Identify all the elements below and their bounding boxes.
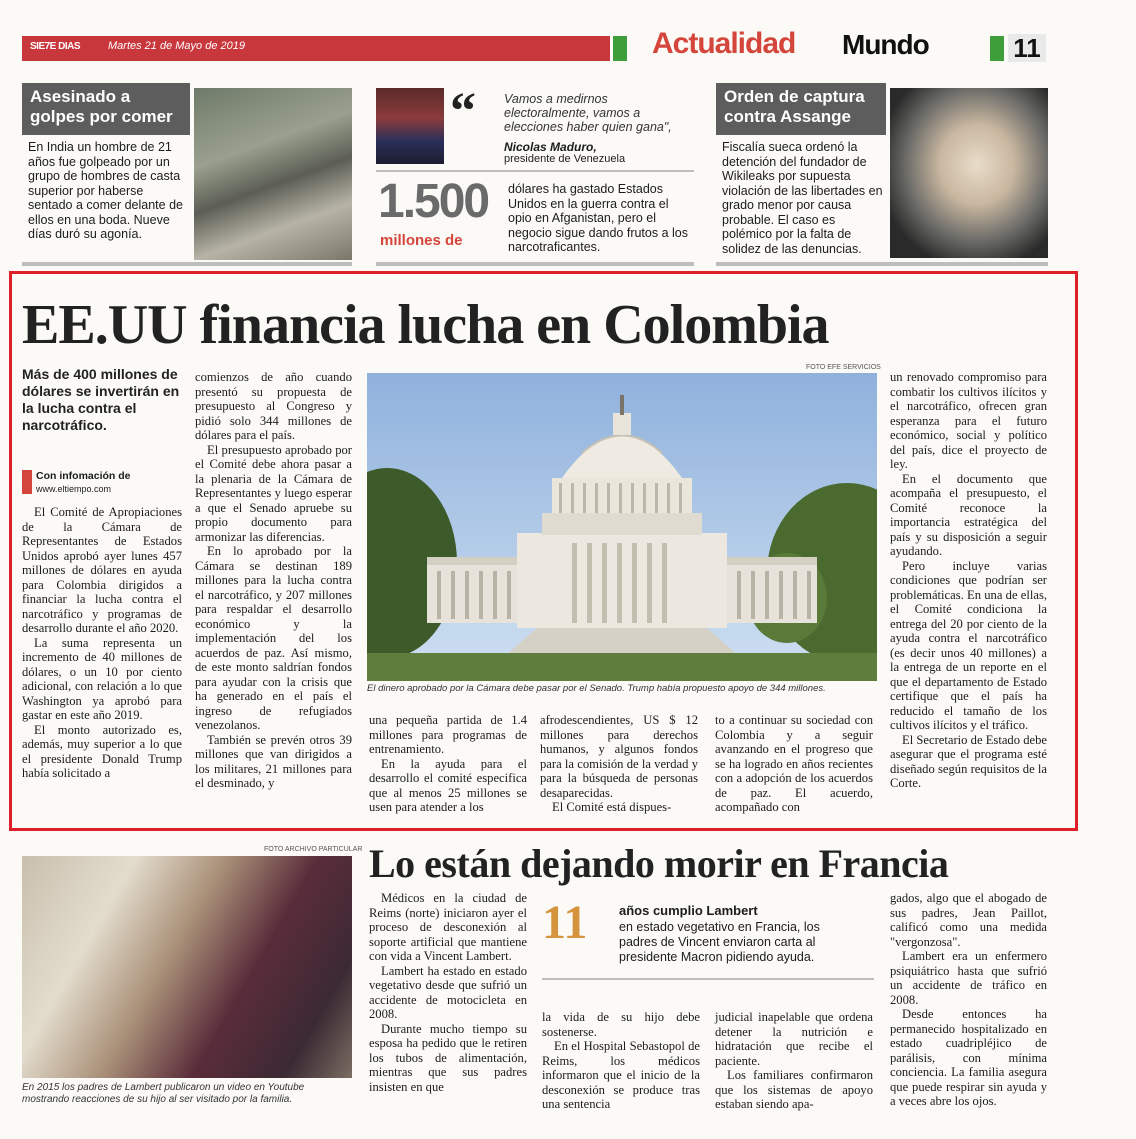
paragraph: gados, algo que el abogado de sus padres, Jean Paillot, calificó como una medida "vergonzosa". xyxy=(890,891,1047,949)
paragraph: En el documento que acompaña el presupuesto, el Comité reconoce la importancia estratégica del país y su disposición a seguir ayudando. xyxy=(890,471,1047,558)
paragraph: El presupuesto aprobado por el Comité debe ahora pasar a la plenaria de la Cámara de Representantes y luego esperar a que el Senado apruebe su propio documento para armonizar las diferencias. xyxy=(195,442,352,544)
issue-date: Martes 21 de Mayo de 2019 xyxy=(108,40,245,52)
stat-unit: millones de xyxy=(380,232,463,249)
main-column-3 xyxy=(369,713,527,815)
main-column-6 xyxy=(890,370,1047,791)
bottom-column-2 xyxy=(542,1010,700,1112)
paragraph: to a continuar su sociedad con Colombia y a seguir avanzando en el progreso que se ha logrado en años recientes con a adopción de los acuerdos de paz. El acuerdo, acompañado con xyxy=(715,713,873,814)
paragraph: comienzos de año cuando presentó su propuesta de presupuesto al Congreso y pidió solo 344 millones de dólares para el país. xyxy=(195,370,352,442)
paragraph: El Comité de Apropiaciones de la Cámara de Representantes de Estados Unidos aprobó ayer lunes 457 millones de dólares en ayuda para Colombia dirigidos a financiar la lucha contra el narcotráfico y programas de desarrollo durante el año 2020. xyxy=(22,505,182,635)
paragraph: El Comité está dispues- xyxy=(552,800,672,814)
paragraph: En lo aprobado por la Cámara se destinan 189 millones para la lucha contra el narcotráfico, y 207 millones para respaldar el desarrollo económico y la implementación del los acuerdos de paz. Así mismo, de este monto saldrían fondos para ayudar con la crisis que ha generado en el país el ingreso de refugiados venezolanos. xyxy=(195,544,352,732)
source-marker xyxy=(22,470,32,494)
brief-body-india: En India un hombre de 21 años fue golpeado por un grupo de hombres de casta superior por haberse sentado a comer delante de ellos en una boda. Nueve días duró su agonía. xyxy=(28,140,183,241)
bottom-headline: Lo están dejando morir en Francia xyxy=(369,841,949,886)
stat-text: dólares ha gastado Estados Unidos en la guerra contra el opio en Afganistan, pero el negocio sigue dando frutos a los narcotraficantes. xyxy=(508,182,688,254)
source-label: Con infomación de xyxy=(36,470,131,482)
divider xyxy=(376,262,694,266)
paragraph: afrodescendientes, US $ 12 millones para derechos humanos, y algunos fondos para la comisión de la verdad y para la búsqueda de personas desaparecidas. xyxy=(540,713,698,800)
main-deck: Más de 400 millones de dólares se invertirán en la lucha contra el narcotráfico. xyxy=(22,366,180,433)
stat-heading: años cumplio Lambert xyxy=(619,903,758,918)
stat-number: 11 xyxy=(542,896,588,949)
stat-number: 1.500 xyxy=(378,175,489,228)
paragraph: una pequeña partida de 1.4 millones para programas de entrenamiento. xyxy=(369,713,527,756)
section-marker xyxy=(613,36,627,61)
section-title: Actualidad xyxy=(652,27,796,60)
photo-credit: FOTO ARCHIVO PARTICULAR xyxy=(264,846,363,853)
photo-caption: En 2015 los padres de Lambert publicaron un video en Youtube mostrando reacciones de su hijo al ser visitado por la familia. xyxy=(22,1082,305,1105)
paragraph: La suma representa un incremento de 40 millones de dólares, o un 10 por ciento adicional, con relación a lo que Washington ya aprobó para gastar en este año 2019. xyxy=(22,635,182,722)
paragraph: Lambert era un enfermero psiquiátrico hasta que sufrió un accidente de tráfico en 2008. xyxy=(890,949,1047,1007)
bottom-column-3 xyxy=(715,1010,873,1112)
paragraph: En la ayuda para el desarrollo el comité especifica que al menos 25 millones se usen para atender a los xyxy=(369,756,527,814)
page-marker xyxy=(990,36,1004,61)
divider xyxy=(542,978,874,980)
photo-caption: El dinero aprobado por la Cámara debe pasar por el Senado. Trump había propuesto apoyo de 344 millones. xyxy=(367,683,826,694)
source-url: www.eltiempo.com xyxy=(36,484,112,494)
paragraph: También se prevén otros 39 millones que van dirigidos a los militares, 21 millones para el desminado, y xyxy=(195,732,352,790)
main-column-2 xyxy=(195,370,352,791)
quote-text: Vamos a medirnos electoralmente, vamos a elecciones haber quien gana", xyxy=(504,92,672,134)
assange-photo xyxy=(890,88,1048,258)
paragraph: Pero incluye varias condiciones que podrían ser problemáticas. En una de ellas, el Comité condiciona la entrega del 20 por ciento de la ayuda contra el narcotráfico (es decir unos 40 millones) a la entrega de un reporte en el que el departamento de Estado certifique que el país ha reducido el tamaño de los cultivos ilícitos y el tráfico. xyxy=(890,558,1047,732)
divider xyxy=(376,170,694,172)
paragraph: la vida de su hijo debe sostenerse. xyxy=(542,1010,700,1039)
street-photo xyxy=(194,88,352,260)
paragraph: judicial inapelable que ordena detener la nutrición e hidratación que recibe el paciente. xyxy=(715,1010,873,1068)
paragraph: Lambert ha estado en estado vegetativo desde que sufrió un accidente de motocicleta en 2008. xyxy=(369,963,527,1021)
newspaper-brand: SIE7E DIAS xyxy=(30,41,81,52)
subsection-title: Mundo xyxy=(842,29,929,60)
paragraph: El Secretario de Estado debe asegurar que el programa esté diseñado según requisitos de la Corte. xyxy=(890,732,1047,790)
lambert-photo xyxy=(22,856,352,1078)
brief-headline-assange: Orden de captura contra Assange xyxy=(716,83,886,135)
quote-role: presidente de Venezuela xyxy=(504,153,626,165)
paragraph: Desde entonces ha permanecido hospitalizado en estado cuadripléjico de parálisis, con mínima conciencia. La familia asegura que puede respirar sin ayuda y a veces abre los ojos. xyxy=(890,1007,1047,1108)
stat-text: en estado vegetativo en Francia, los padres de Vincent enviaron carta al presidente Macron pidiendo ayuda. xyxy=(619,920,820,964)
bottom-column-1 xyxy=(369,891,527,1094)
maduro-photo xyxy=(376,88,444,164)
photo-credit: FOTO EFE SERVICIOS xyxy=(806,364,881,371)
paragraph: Médicos en la ciudad de Reims (norte) iniciaron ayer el proceso de desconexión al soporte artificial que mantiene con vida a Vincent Lambert. xyxy=(369,891,527,963)
paragraph: Los familiares confirmaron que los sistemas de apoyo estaban siendo apa- xyxy=(715,1068,873,1111)
page-number: 11 xyxy=(1008,34,1046,62)
brief-body-assange: Fiscalía sueca ordenó la detención del fundador de Wikileaks por supuesta violación de las libertades en grado menor por causa probable. El caso es polémico por la falta de solidez de las denuncias. xyxy=(722,140,883,256)
divider xyxy=(22,262,352,266)
main-column-4 xyxy=(540,713,698,815)
brief-headline-india: Asesinado a golpes por comer xyxy=(22,83,190,135)
capitol-photo xyxy=(367,373,877,681)
main-column-1 xyxy=(22,505,182,781)
bottom-column-4 xyxy=(890,891,1047,1109)
paragraph: El monto autorizado es, además, muy superior a lo que el presidente Donald Trump había solicitado a xyxy=(22,722,182,780)
quote-speaker: Nicolas Maduro, xyxy=(504,140,597,154)
main-headline: EE.UU financia lucha en Colombia xyxy=(22,294,829,356)
paragraph: un renovado compromiso para combatir los cultivos ilícitos y el narcotráfico, ofrecen gran esperanza para el futuro económico, social y político del país, dice el proyecto de ley. xyxy=(890,370,1047,471)
capitol-illustration xyxy=(367,373,877,681)
divider xyxy=(716,262,1048,266)
main-column-5 xyxy=(715,713,873,815)
paragraph: En el Hospital Sebastopol de Reims, los médicos informaron que el inicio de la desconexión se produce tras una sentencia xyxy=(542,1039,700,1111)
quote-mark-icon: “ xyxy=(450,83,476,140)
paragraph: Durante mucho tiempo su esposa ha pedido que le retiren los tubos de alimentación, mientras que sus padres insisten en que xyxy=(369,1021,527,1094)
